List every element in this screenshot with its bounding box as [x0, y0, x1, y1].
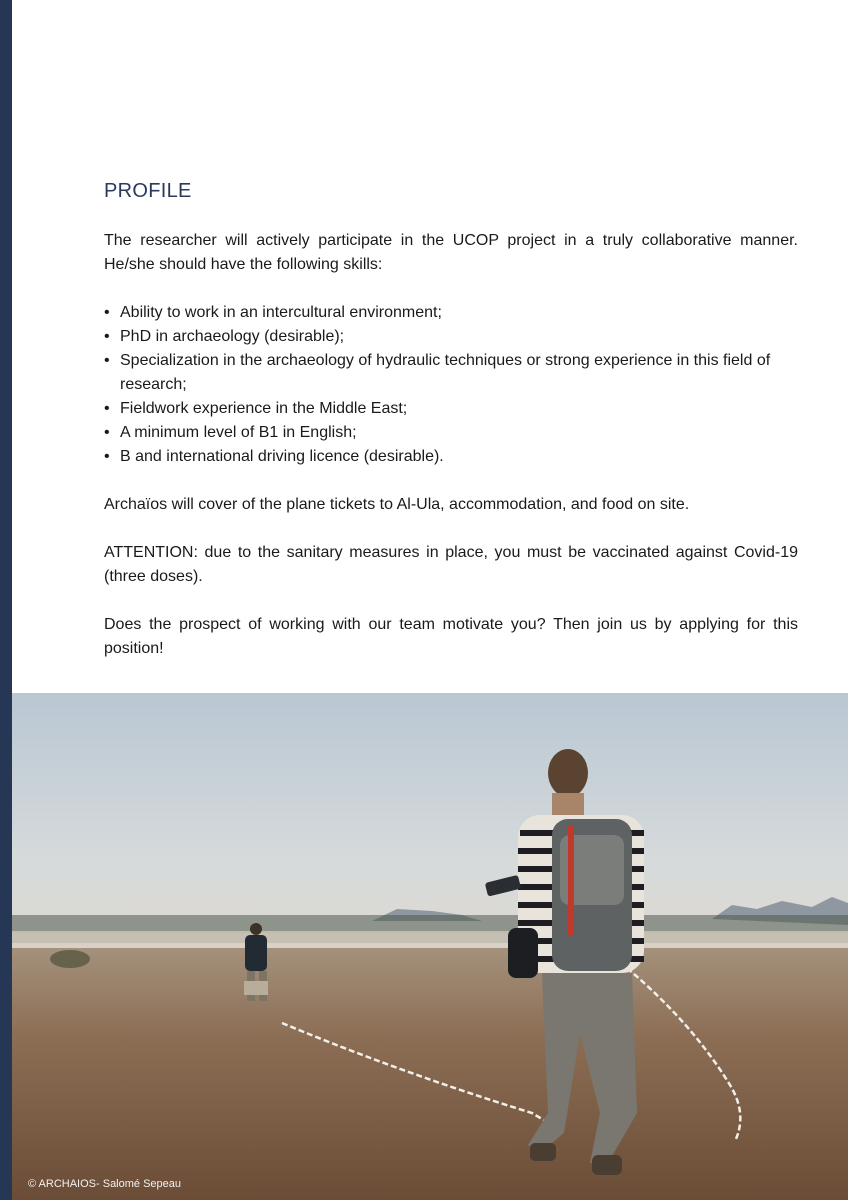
- coverage-paragraph: Archaïos will cover of the plane tickets to Al-Ula, accommodation, and food on site.: [104, 496, 690, 513]
- skill-item: • Ability to work in an intercultural environment;: [104, 301, 798, 325]
- skill-item: • Fieldwork experience in the Middle East;: [104, 397, 798, 421]
- section-heading: PROFILE: [104, 180, 192, 202]
- skill-item: • A minimum level of B1 in English;: [104, 421, 798, 445]
- skill-item: • PhD in archaeology (desirable);: [104, 325, 798, 349]
- desert-ground: [12, 948, 848, 1200]
- intro-paragraph: The researcher will actively participate in the UCOP project in a truly collaborative manner. He/she should have the following skills:: [104, 232, 798, 273]
- closing-paragraph: Does the prospect of working with our team motivate you? Then join us by applying for this position!: [104, 616, 798, 657]
- skill-item: • B and international driving licence (desirable).: [104, 445, 798, 469]
- fieldwork-photo: [12, 693, 848, 1200]
- profile-section: [104, 180, 798, 685]
- photo-credit: © ARCHAIOS- Salomé Sepeau: [28, 1178, 182, 1190]
- attention-paragraph: ATTENTION: due to the sanitary measures in place, you must be vaccinated against Covid-19 (three doses).: [104, 544, 798, 585]
- skill-item: • Specialization in the archaeology of hydraulic techniques or strong experience in this field of research;: [104, 349, 798, 397]
- side-accent-bar: [0, 0, 12, 1200]
- bush: [50, 950, 90, 968]
- photo-illustration: [12, 693, 848, 1200]
- sky: [12, 693, 848, 933]
- skills-list: [104, 301, 798, 469]
